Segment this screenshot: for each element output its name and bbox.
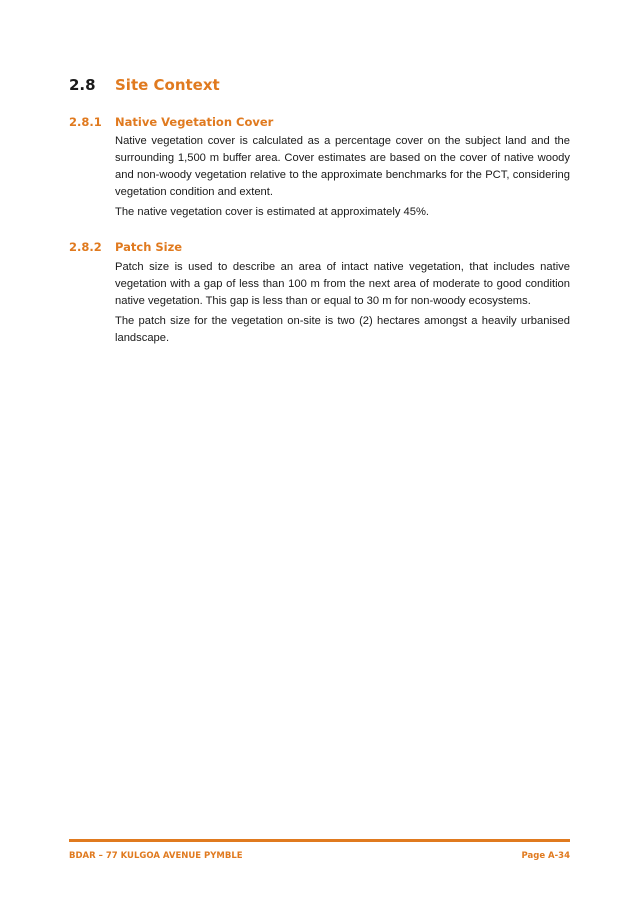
paragraph-patch-size-2: The patch size for the vegetation on-site is two (2) hectares amongst a heavily urbanised landscape. [115,315,570,344]
footer-rule [69,839,570,842]
paragraph-patch-size-1: Patch size is used to describe an area of intact native vegetation, that includes native vegetation with a gap of less than 100 m from the next area of moderate to good condition native vegetation. This gap is less than or equal to 30 m for non-woody ecosystems. [115,261,570,307]
subsection-title: Native Vegetation Cover [115,115,274,129]
subsection-number: 2.8.1 [69,115,102,129]
subsection-number: 2.8.2 [69,240,102,254]
section-title: Site Context [115,76,220,94]
footer-page-number: Page A-34 [521,851,570,861]
subsection-heading-native-vegetation-cover [69,115,273,129]
paragraph-native-vegetation-cover-1: Native vegetation cover is calculated as a percentage cover on the subject land and the surrounding 1,500 m buffer area. Cover estimates are based on the cover of native woody and non-woody vegetation relative to the approximate benchmarks for the PCT, considering vegetation condition and extent. [115,135,570,198]
paragraph-native-vegetation-cover-2: The native vegetation cover is estimated at approximately 45%. [115,206,430,218]
footer-document-title: BDAR – 77 KULGOA AVENUE PYMBLE [69,851,243,861]
section-number: 2.8 [69,76,96,94]
subsection-heading-patch-size [69,240,182,254]
section-heading [69,76,220,94]
subsection-title: Patch Size [115,240,183,254]
